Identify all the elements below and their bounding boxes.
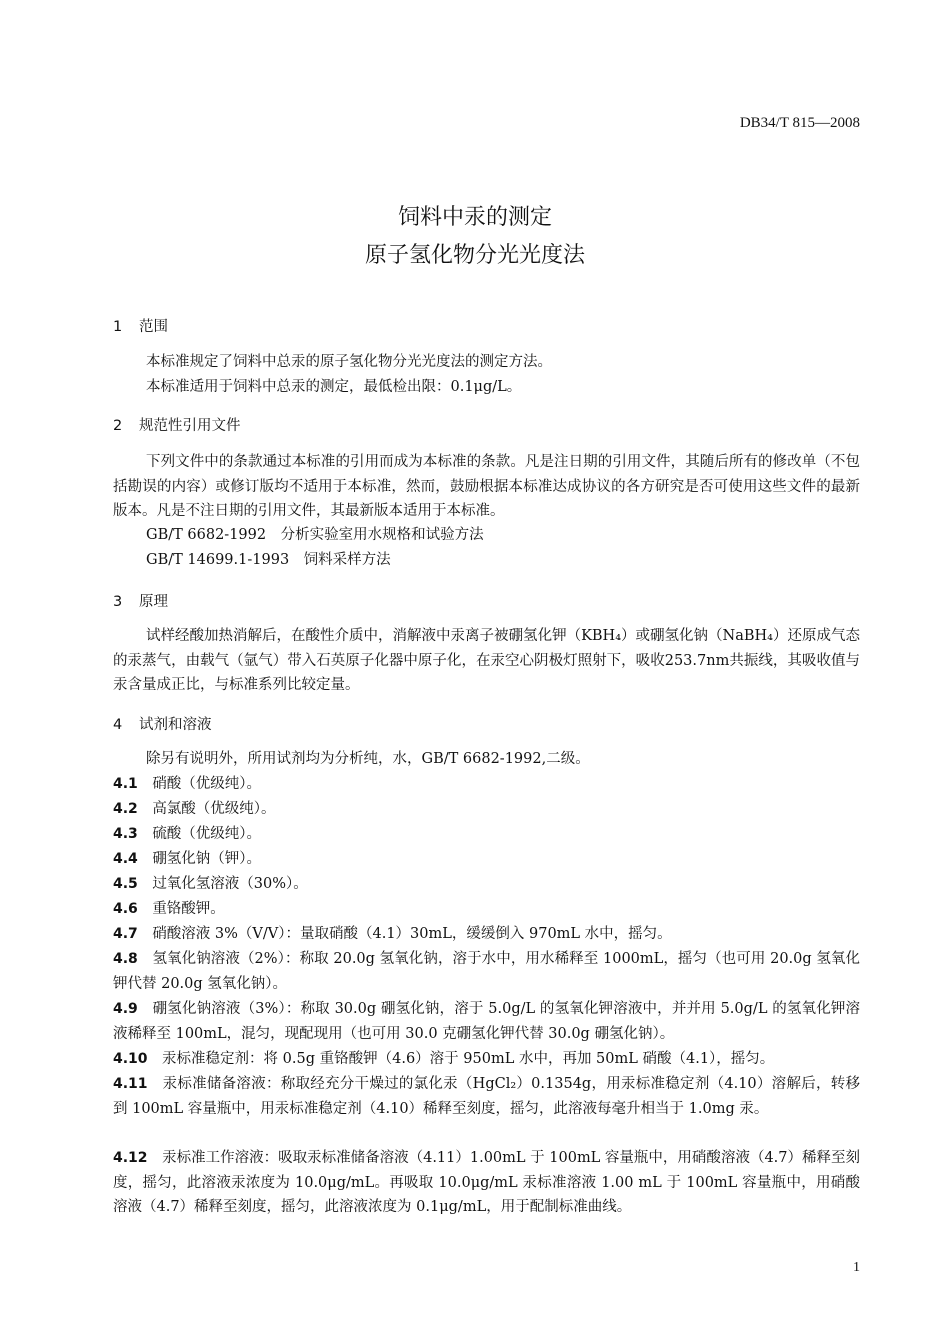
list-item (113, 772, 860, 797)
item-number: 4.11 (113, 1076, 148, 1092)
item-text: 氢氧化钠溶液（2%）：称取 20.0g 氢氧化钠，溶于水中，用水稀释至 1000mL，摇匀（也可用 20.0g 氢氧化钾代替 20.0g 氢氧化钠）。 (113, 951, 861, 992)
item-text: 汞标准工作溶液：吸取汞标准储备溶液（4.11）1.00mL 于 100mL 容量瓶中，用硝酸溶液（4.7）稀释至刻度，摇匀，此溶液汞浓度为 10.0μg/mL。再吸取 10.0μg/mL 汞标准溶液 1.00 mL 于 100mL 容量瓶中，用硝酸溶液（4.7）稀释至刻度，摇匀，此溶液浓度为 0.1μg/mL，用于配制标准曲线。 (113, 1150, 861, 1215)
list-item (113, 947, 860, 996)
item-text: 硝酸溶液 3%（V/V）：量取硝酸（4.1）30mL，缓缓倒入 970mL 水中，摇匀。 (152, 926, 672, 942)
section-4-heading (113, 713, 212, 734)
section-4-intro: 除另有说明外，所用试剂均为分析纯，水，GB/T 6682-1992,二级。 (146, 751, 590, 767)
section-title: 范围 (139, 319, 168, 335)
item-number: 4.1 (113, 776, 138, 792)
item-number: 4.12 (113, 1150, 148, 1166)
list-item (113, 997, 860, 1046)
section-1-heading (113, 315, 168, 336)
item-text: 汞标准储备溶液：称取经充分干燥过的氯化汞（HgCl₂）0.1354g，用汞标准稳定剂（4.10）溶解后，转移到 100mL 容量瓶中，用汞标准稳定剂（4.10）稀释至刻度，摇匀，此溶液每毫升相当于 1.0mg 汞。 (113, 1076, 861, 1117)
list-item (113, 1146, 860, 1220)
item-text: 硫酸（优级纯）。 (152, 826, 262, 842)
item-number: 4.8 (113, 951, 138, 967)
list-item (113, 922, 860, 947)
item-number: 4.5 (113, 876, 138, 892)
page-number: 1 (853, 1260, 860, 1275)
item-text: 过氧化氢溶液（30%）。 (152, 876, 308, 892)
item-text: 高氯酸（优级纯）。 (152, 801, 276, 817)
list-item (113, 797, 860, 822)
item-text: 硼氢化钠（钾）。 (152, 851, 262, 867)
list-item (113, 1047, 860, 1072)
item-number: 4.7 (113, 926, 138, 942)
section-title: 试剂和溶液 (139, 717, 212, 733)
document-title-line1: 饲料中汞的测定 (397, 205, 552, 230)
section-number: 1 (113, 319, 123, 335)
item-number: 4.3 (113, 826, 138, 842)
list-item (113, 847, 860, 872)
section-3-heading (113, 590, 168, 611)
item-text: 汞标准稳定剂：将 0.5g 重铬酸钾（4.6）溶于 950mL 水中，再加 50mL 硝酸（4.1），摇匀。 (162, 1051, 775, 1067)
section-number: 2 (113, 418, 123, 434)
item-text: 硼氢化钠溶液（3%）：称取 30.0g 硼氢化钠，溶于 5.0g/L 的氢氧化钾溶液中，并并用 5.0g/L 的氢氧化钾溶液稀释至 100mL，混匀，现配现用（也可用 30.0 克硼氢化钾代替 30.0g 硼氢化钠）。 (113, 1001, 861, 1042)
section-1-paragraph-1: 本标准规定了饲料中总汞的原子氢化物分光光度法的测定方法。 (146, 354, 552, 370)
item-number: 4.9 (113, 1001, 138, 1017)
section-number: 3 (113, 594, 123, 610)
document-title-line2: 原子氢化物分光光度法 (364, 243, 585, 268)
section-3-paragraph-1: 试样经酸加热消解后，在酸性介质中，消解液中汞离子被硼氢化钾（KBH₄）或硼氢化钠（NaBH₄）还原成气态的汞蒸气，由载气（氩气）带入石英原子化器中原子化，在汞空心阴极灯照射下，吸收253.7nm共振线，其吸收值与汞含量成正比，与标准系列比较定量。 (113, 628, 860, 693)
section-title: 规范性引用文件 (139, 418, 241, 434)
section-2-heading (113, 414, 241, 435)
item-number: 4.10 (113, 1051, 148, 1067)
item-number: 4.4 (113, 851, 138, 867)
item-number: 4.2 (113, 801, 138, 817)
item-text: 重铬酸钾。 (152, 901, 225, 917)
list-item (113, 872, 860, 897)
document-code: DB34/T 815—2008 (739, 115, 860, 131)
section-number: 4 (113, 717, 123, 733)
item-text: 硝酸（优级纯）。 (152, 776, 262, 792)
list-item (113, 897, 860, 922)
item-number: 4.6 (113, 901, 138, 917)
normative-reference-1: GB/T 6682-1992 分析实验室用水规格和试验方法 (146, 527, 484, 543)
list-item (113, 1072, 860, 1121)
list-item (113, 822, 860, 847)
section-1-paragraph-2: 本标准适用于饲料中总汞的测定，最低检出限：0.1μg/L。 (146, 379, 522, 395)
section-2-paragraph-1: 下列文件中的条款通过本标准的引用而成为本标准的条款。凡是注日期的引用文件，其随后所有的修改单（不包括勘误的内容）或修订版均不适用于本标准，然而，鼓励根据本标准达成协议的各方研究是否可使用这些文件的最新版本。凡是不注日期的引用文件，其最新版本适用于本标准。 (113, 454, 860, 519)
section-title: 原理 (139, 594, 168, 610)
normative-reference-2: GB/T 14699.1-1993 饲料采样方法 (146, 552, 391, 568)
